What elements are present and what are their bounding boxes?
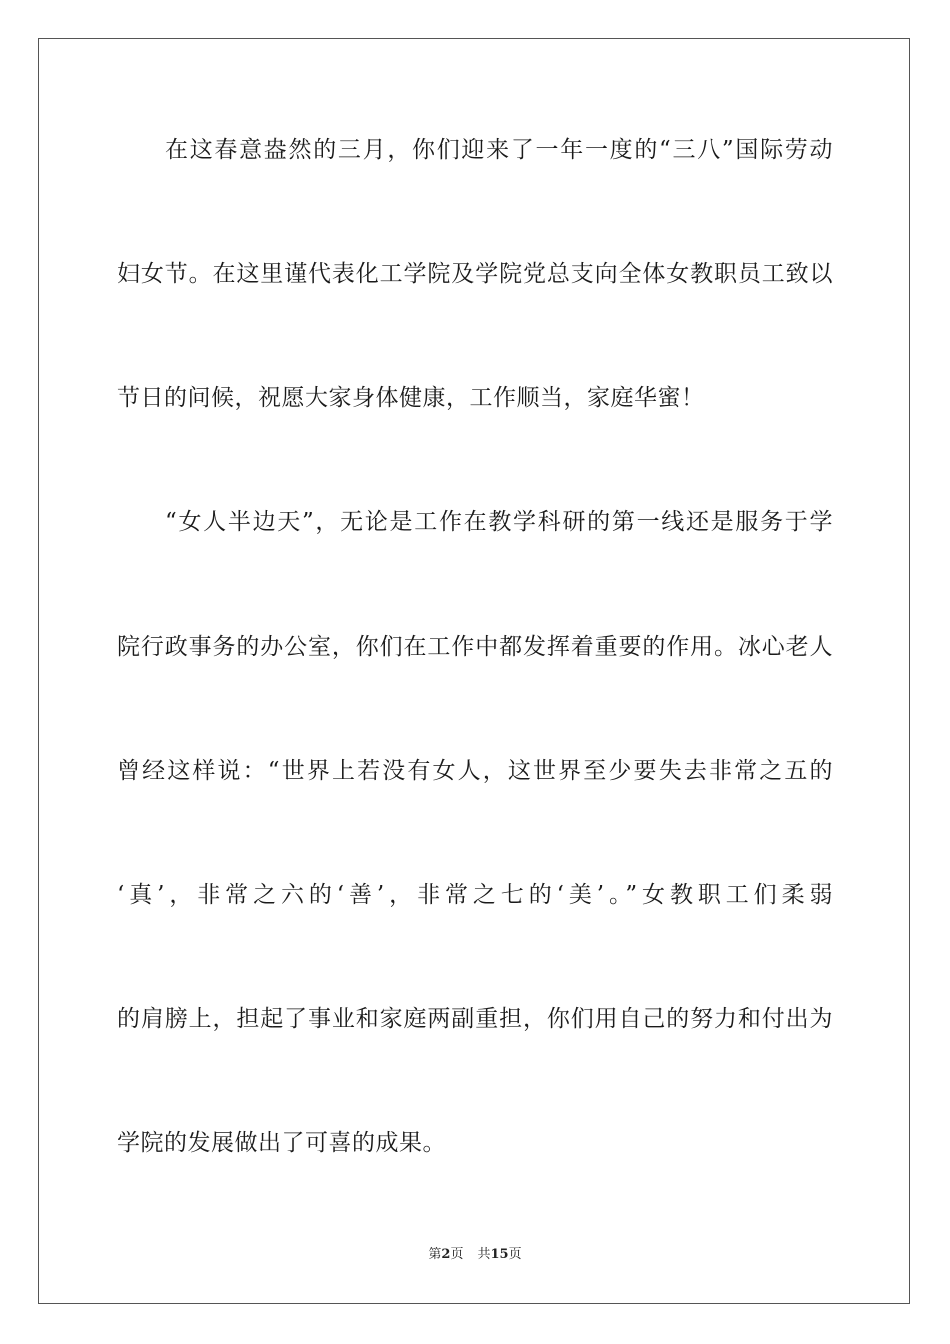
total-suffix: 页 (508, 1247, 522, 1262)
total-pages: 15 (490, 1247, 509, 1262)
paragraph-2-line-5: 的肩膀上，担起了事业和家庭两副重担，你们用自己的努力和付出为 (117, 1006, 833, 1032)
page-footer (0, 1246, 950, 1264)
page-suffix: 页 (450, 1247, 464, 1262)
page-border (38, 38, 910, 1304)
paragraph-1-line-3: 节日的问候，祝愿大家身体健康，工作顺当，家庭华蜜！ (117, 385, 705, 411)
paragraph-2-line-6: 学院的发展做出了可喜的成果。 (117, 1130, 446, 1156)
total-prefix: 共 (477, 1247, 491, 1262)
page-number: 2 (441, 1247, 451, 1262)
paragraph-2-line-1: “女人半边天”，无论是工作在教学科研的第一线还是服务于学 (165, 509, 833, 535)
paragraph-2-line-2: 院行政事务的办公室，你们在工作中都发挥着重要的作用。冰心老人 (117, 634, 833, 660)
page-prefix: 第 (428, 1247, 442, 1262)
paragraph-2-line-3: 曾经这样说：“世界上若没有女人，这世界至少要失去非常之五的 (117, 758, 833, 784)
paragraph-1-line-1: 在这春意盎然的三月，你们迎来了一年一度的“三八”国际劳动 (165, 137, 833, 163)
paragraph-1-line-2: 妇女节。在这里谨代表化工学院及学院党总支向全体女教职员工致以 (117, 261, 833, 287)
paragraph-2-line-4: ‘真’，非常之六的‘善’，非常之七的‘美’。”女教职工们柔弱 (117, 882, 833, 908)
